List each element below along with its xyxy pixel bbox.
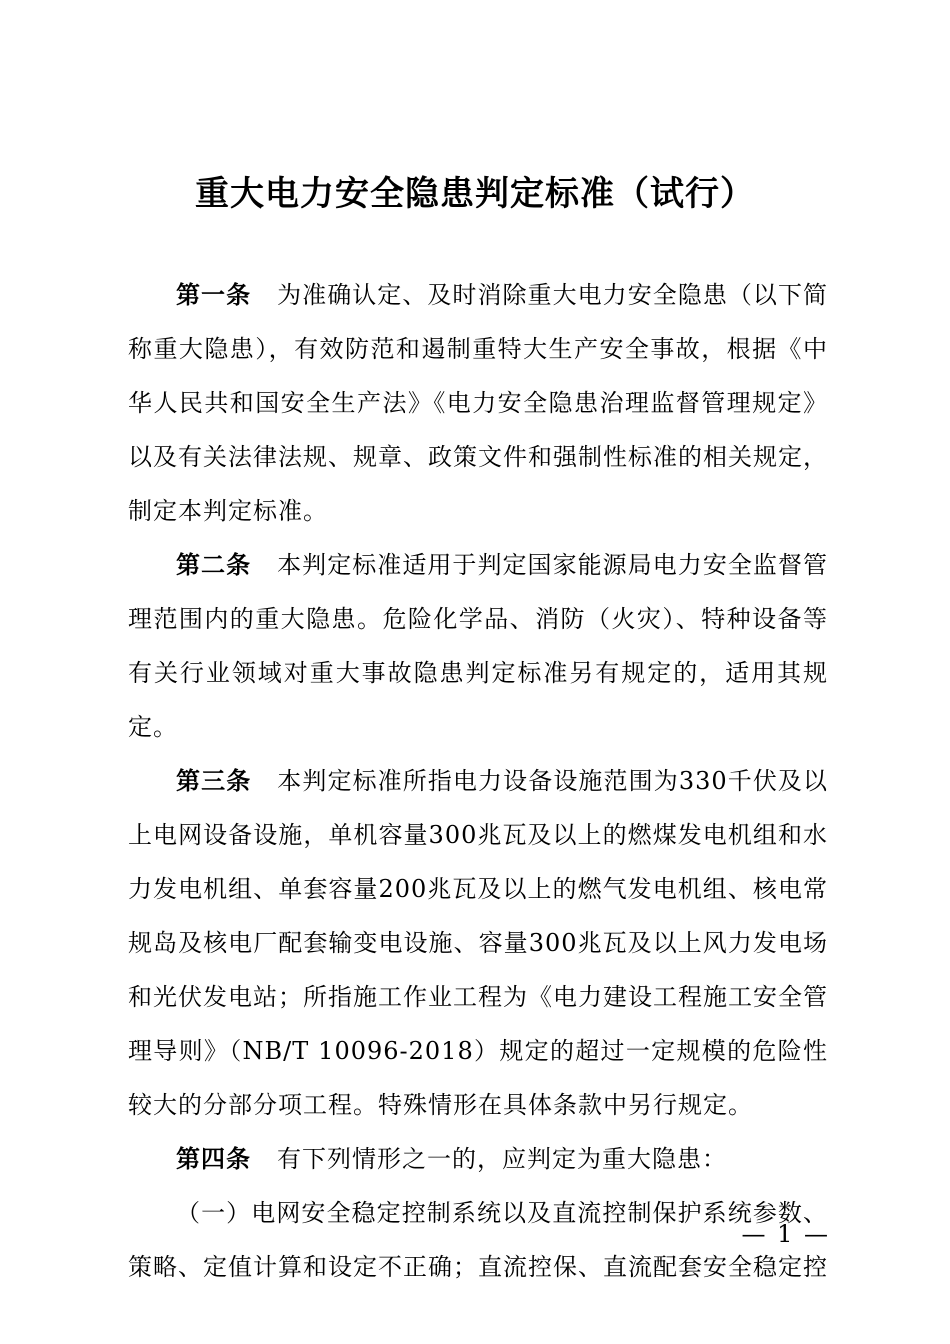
article-1 (128, 268, 828, 538)
article-2-text: 本判定标准适用于判定国家能源局电力安全监督管理范围内的重大隐患。危险化学品、消防（火灾）、特种设备等有关行业领域对重大事故隐患判定标准另有规定的，适用其规定。 (128, 551, 828, 741)
article-3-text: 本判定标准所指电力设备设施范围为330千伏及以上电网设备设施，单机容量300兆瓦及以上的燃煤发电机组和水力发电机组、单套容量200兆瓦及以上的燃气发电机组、核电常规岛及核电厂配套输变电设施、容量300兆瓦及以上风力发电场和光伏发电站；所指施工作业工程为《电力建设工程施工安全管理导则》（NB/T 10096-2018）规定的超过一定规模的危险性较大的分部分项工程。特殊情形在具体条款中另行规定。 (128, 767, 829, 1119)
article-4-label: 第四条 (176, 1144, 251, 1173)
article-4-text: 有下列情形之一的，应判定为重大隐患： (277, 1145, 727, 1173)
article-2 (128, 538, 828, 754)
article-2-label: 第二条 (176, 550, 252, 579)
article-3 (128, 754, 828, 1132)
document-title: 重大电力安全隐患判定标准（试行） (195, 174, 755, 214)
article-4-item-1-text: （一）电网安全稳定控制系统以及直流控制保护系统参数、策略、定值计算和设定不正确；直流控保、直流配套安全稳定控 (128, 1199, 828, 1281)
article-4 (128, 1132, 828, 1186)
article-3-label: 第三条 (176, 766, 252, 795)
article-1-text: 为准确认定、及时消除重大电力安全隐患（以下简称重大隐患），有效防范和遏制重特大生产安全事故，根据《中华人民共和国安全生产法》《电力安全隐患治理监督管理规定》以及有关法律法规、规章、政策文件和强制性标准的相关规定，制定本判定标准。 (128, 281, 828, 525)
article-4-item-1 (128, 1186, 828, 1294)
page-number: — 1 — (741, 1220, 830, 1248)
article-1-label: 第一条 (176, 280, 252, 309)
document-body (128, 268, 828, 1294)
